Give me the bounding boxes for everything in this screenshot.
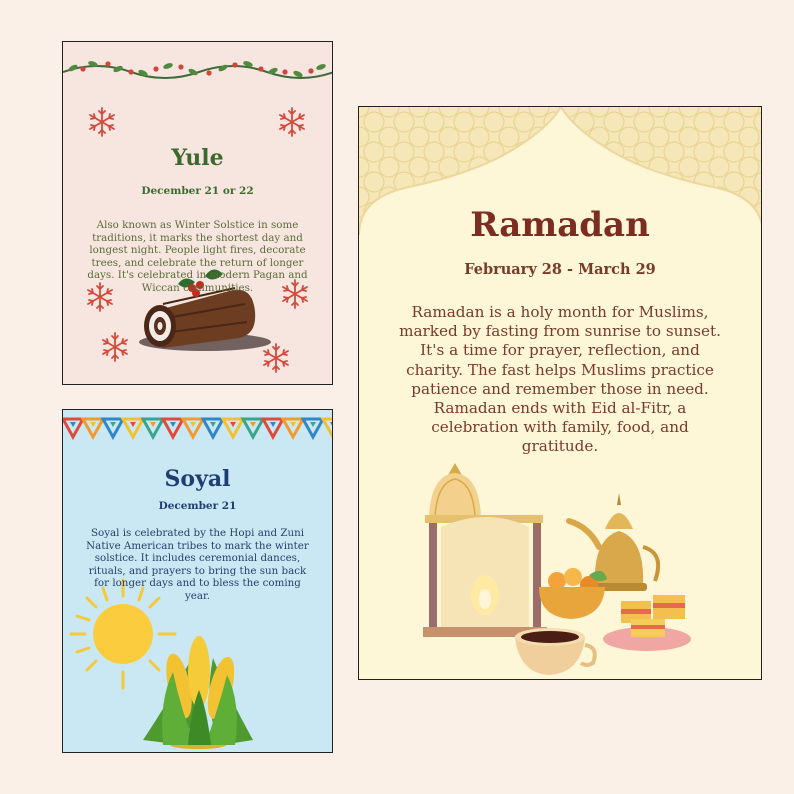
- snowflake-icon: [90, 108, 114, 136]
- soyal-description: Soyal is celebrated by the Hopi and Zuni Native American tribes to mark the winter solstice. It includes ceremonial dances, rituals, and prayers to bring the sun back for longer days and to bless the coming year.: [86, 527, 309, 602]
- sweets-plate-icon: [603, 595, 691, 651]
- triangle-border-icon: [63, 419, 333, 437]
- yule-log-cake-icon: [139, 288, 271, 351]
- lantern-icon: [423, 463, 547, 637]
- yule-description: Also known as Winter Solstice in some traditions, it marks the shortest day and longest night. People light fires, decorate trees, and celebrate the return of longer days. It's celebrated in modern Pagan and Wiccan communities.: [87, 219, 308, 294]
- ramadan-date: February 28 - March 29: [464, 261, 656, 278]
- yule-date: December 21 or 22: [141, 185, 254, 197]
- yule-card: [62, 41, 333, 385]
- corn-icon: [143, 636, 253, 749]
- ramadan-title: Ramadan: [470, 205, 650, 245]
- soyal-date: December 21: [158, 500, 237, 512]
- snowflake-icon: [264, 344, 288, 372]
- yule-decorations: [63, 42, 333, 385]
- snowflake-icon: [103, 333, 127, 361]
- dallah-coffee-pot-icon: [569, 493, 658, 591]
- garland-icon: [63, 60, 333, 78]
- ramadan-card: [358, 106, 762, 680]
- ramadan-description: Ramadan is a holy month for Muslims, marked by fasting from sunrise to sunset. It's a time for prayer, reflection, and charity. The fast helps Muslims practice patience and remember those in need. Ramadan ends with Eid al-Fitr, a celebration with family, food, and gratitude.: [399, 303, 721, 456]
- snowflake-icon: [280, 108, 304, 136]
- soyal-card: [62, 409, 333, 753]
- yule-title: Yule: [171, 145, 224, 171]
- soyal-title: Soyal: [164, 466, 231, 492]
- fruit-bowl-icon: [539, 568, 607, 619]
- coffee-cup-icon: [515, 628, 595, 675]
